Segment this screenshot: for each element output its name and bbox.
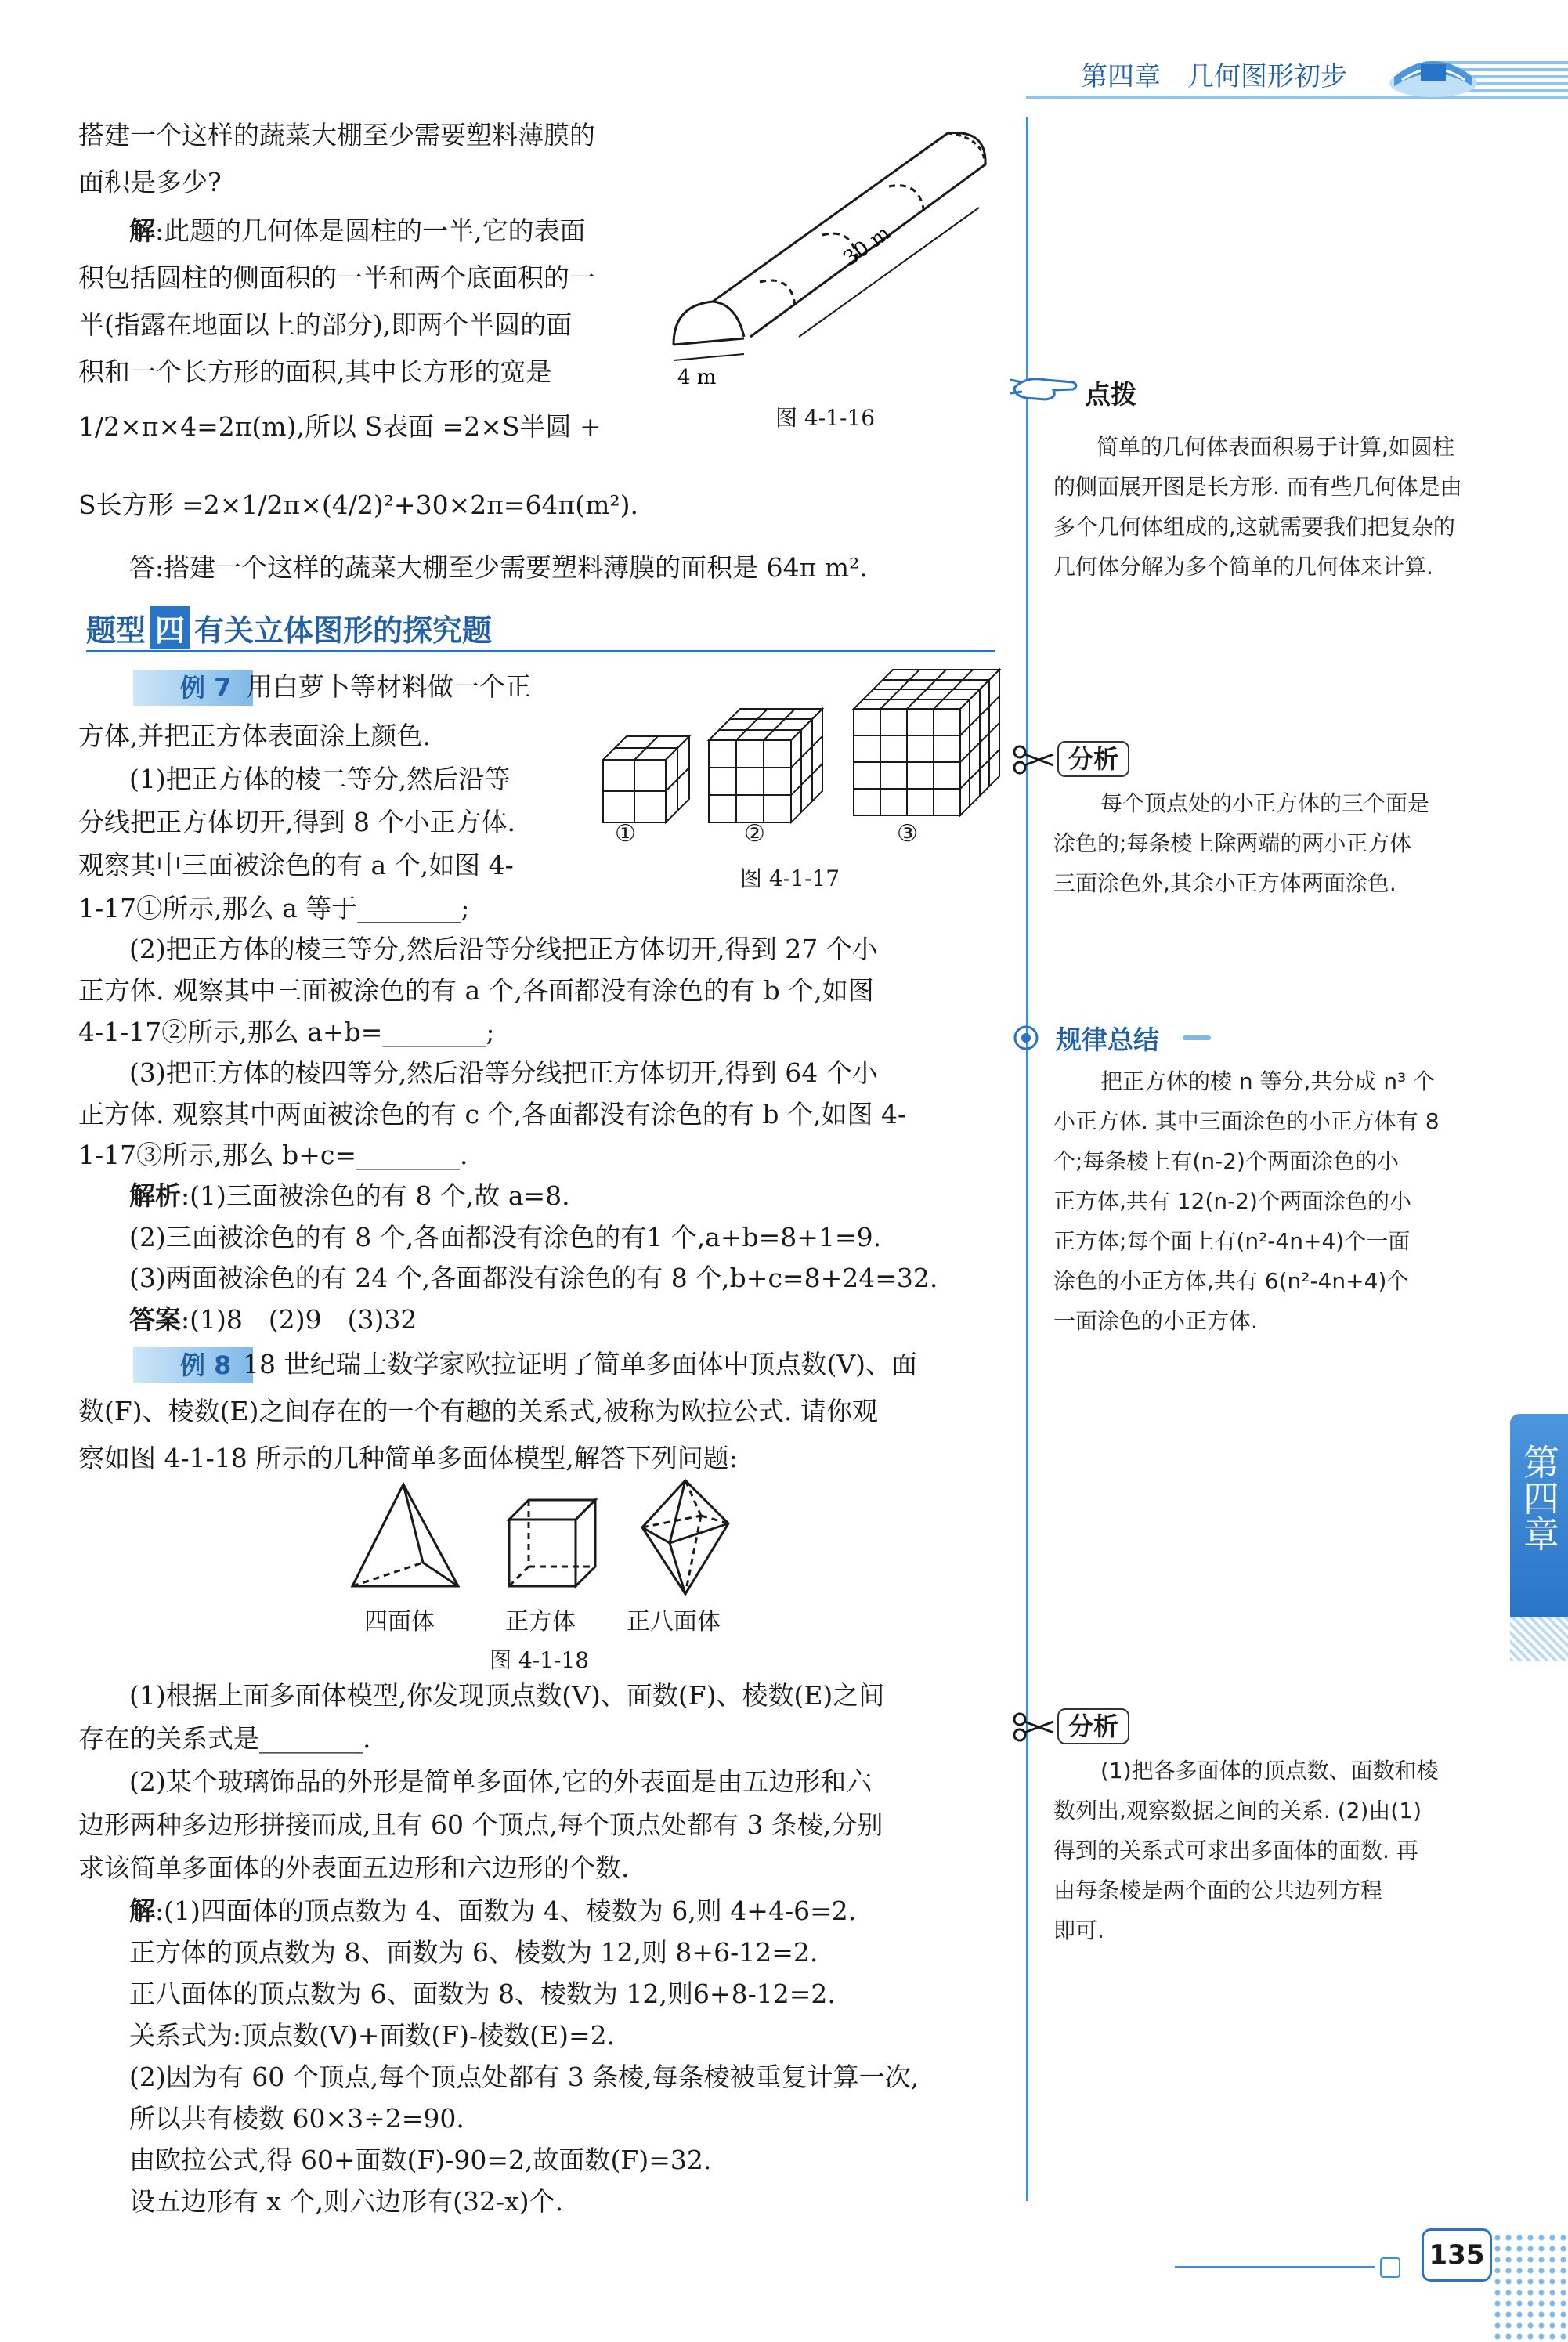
figure-label-1: ① [615, 820, 636, 848]
example-text: 18 世纪瑞士数学家欧拉证明了简单多面体中顶点数(V)、面 [243, 1349, 918, 1379]
scissors-icon [1010, 744, 1057, 775]
rule-text: 一面涂色的小正方体. [1053, 1308, 1258, 1334]
question-line: (2)某个玻璃饰品的外形是简单多面体,它的外表面是由五边形和六 [129, 1766, 873, 1797]
analysis-text: (1)把各多面体的顶点数、面数和棱 [1100, 1758, 1439, 1784]
figure-caption: 图 4-1-17 [740, 866, 840, 891]
chapter-tab-decoration [1510, 1617, 1568, 1661]
solution-line: 积和一个长方形的面积,其中长方形的宽是 [78, 356, 552, 387]
example-text: 用白萝卜等材料做一个正 [247, 671, 531, 702]
solution-line: 由欧拉公式,得 60+面数(F)-90=2,故面数(F)=32. [129, 2145, 712, 2175]
question-line: 求该简单多面体的外表面五边形和六边形的个数. [78, 1852, 630, 1883]
solution-line: 解:(1)四面体的顶点数为 4、面数为 4、棱数为 6,则 4+4-6=2. [129, 1896, 857, 1926]
question-line: (3)把正方体的棱四等分,然后沿等分线把正方体切开,得到 64 个小 [129, 1057, 878, 1088]
analysis-line: (3)两面被涂色的有 24 个,各面都没有涂色的有 8 个,b+c=8+24=32. [129, 1263, 938, 1293]
question-line: 存在的关系式是________. [78, 1723, 371, 1754]
answer-line: 答:搭建一个这样的蔬菜大棚至少需要塑料薄膜的面积是 64π m². [129, 552, 868, 583]
question-line: 分线把正方体切开,得到 8 个小正方体. [78, 807, 515, 837]
rule-title-dash [1183, 1035, 1211, 1040]
chapter-title: 第四章 几何图形初步 [1081, 61, 1347, 92]
pointing-hand-icon [1010, 368, 1081, 407]
analysis-text: 即可. [1053, 1917, 1104, 1943]
cube-figure [595, 666, 1003, 862]
question-line: 观察其中三面被涂色的有 a 个,如图 4- [78, 850, 514, 880]
analysis-text: 得到的关系式可求出多面体的面数. 再 [1053, 1838, 1418, 1863]
example-text: 方体,并把正方体表面涂上颜色. [78, 721, 431, 751]
question-line: 正方体. 观察其中两面被涂色的有 c 个,各面都没有涂色的有 b 个,如图 4- [78, 1099, 907, 1129]
rule-text: 正方体;每个面上有(n²-4n+4)个一面 [1053, 1228, 1411, 1254]
question-line: 正方体. 观察其中三面被涂色的有 a 个,各面都没有涂色的有 b 个,如图 [78, 975, 874, 1006]
tip-text: 简单的几何体表面积易于计算,如圆柱 [1097, 434, 1454, 460]
page-number: 135 [1422, 2228, 1492, 2282]
target-icon [1010, 1022, 1042, 1054]
analysis-title: 分析 [1057, 741, 1129, 777]
analysis-line: 解析:(1)三面被涂色的有 8 个,故 a=8. [129, 1180, 570, 1211]
column-divider [1026, 117, 1028, 2201]
shape-label: 四面体 [364, 1608, 435, 1635]
problem-text: 面积是多少? [78, 167, 222, 197]
solution-line: (2)因为有 60 个顶点,每个顶点处都有 3 条棱,每条棱被重复计算一次, [129, 2062, 919, 2092]
solution-line: 关系式为:顶点数(V)+面数(F)-棱数(E)=2. [129, 2020, 616, 2051]
question-line: 4-1-17②所示,那么 a+b=________; [78, 1017, 495, 1047]
solution-formula: S长方形 =2×1/2π×(4/2)²+30×2π=64π(m²). [78, 490, 638, 520]
solution-line: 正方体的顶点数为 8、面数为 6、棱数为 12,则 8+6-12=2. [129, 1937, 818, 1968]
figure-label-2: ② [744, 820, 765, 848]
question-line: (1)把正方体的棱二等分,然后沿等 [129, 764, 511, 794]
width-label: 4 m [677, 366, 717, 389]
analysis-text: 涂色的;每条棱上除两端的两小正方体 [1053, 830, 1412, 856]
solution-line: 积包括圆柱的侧面积的一半和两个底面积的一 [78, 262, 595, 293]
solution-line: 所以共有棱数 60×3÷2=90. [129, 2103, 464, 2134]
section-number: 四 [150, 606, 190, 649]
polyhedra-figure [345, 1480, 752, 1598]
example-8-tag: 例 8 [133, 1347, 253, 1383]
scissors-icon [1010, 1711, 1057, 1743]
analysis-text: 数列出,观察数据之间的关系. (2)由(1) [1053, 1798, 1422, 1823]
analysis-text: 由每条棱是两个面的公共边列方程 [1053, 1878, 1383, 1903]
shape-label: 正八面体 [627, 1608, 721, 1635]
problem-text: 搭建一个这样的蔬菜大棚至少需要塑料薄膜的 [78, 120, 595, 150]
rule-text: 小正方体. 其中三面涂色的小正方体有 8 [1053, 1108, 1440, 1134]
figure-caption: 图 4-1-18 [490, 1647, 590, 1673]
rule-text: 把正方体的棱 n 等分,共分成 n³ 个 [1100, 1068, 1436, 1094]
section-heading: 题型 四 有关立体图形的探究题 [86, 603, 995, 652]
solution-line: 半(指露在地面以上的部分),即两个半圆的面 [78, 309, 573, 340]
analysis-line: (2)三面被涂色的有 8 个,各面都没有涂色的有1 个,a+b=8+1=9. [129, 1222, 882, 1252]
rule-title: 规律总结 [1056, 1025, 1159, 1055]
tip-text: 多个几何体组成的,这就需要我们把复杂的 [1053, 514, 1455, 540]
length-label: 30 m [839, 221, 895, 271]
analysis-text: 每个顶点处的小正方体的三个面是 [1100, 790, 1430, 816]
shape-label: 正方体 [505, 1608, 576, 1635]
question-line: 1-17③所示,那么 b+c=________. [78, 1140, 468, 1170]
analysis-text: 三面涂色外,其余小正方体两面涂色. [1053, 870, 1396, 896]
question-line: (1)根据上面多面体模型,你发现顶点数(V)、面数(F)、棱数(E)之间 [129, 1680, 885, 1711]
example-text: 数(F)、棱数(E)之间存在的一个有趣的关系式,被称为欧拉公式. 请你观 [78, 1396, 878, 1426]
question-line: 1-17①所示,那么 a 等于________; [78, 893, 470, 923]
solution-line: 正八面体的顶点数为 6、面数为 8、棱数为 12,则6+8-12=2. [129, 1979, 836, 2009]
rule-text: 个;每条棱上有(n-2)个两面涂色的小 [1053, 1148, 1399, 1174]
example-text: 察如图 4-1-18 所示的几种简单多面体模型,解答下列问题: [78, 1443, 738, 1473]
solution-line: 解:此题的几何体是圆柱的一半,它的表面 [129, 215, 586, 246]
question-line: (2)把正方体的棱三等分,然后沿等分线把正方体切开,得到 27 个小 [129, 934, 878, 964]
tip-title: 点拨 [1085, 379, 1136, 410]
rule-text: 涂色的小正方体,共有 6(n²-4n+4)个 [1053, 1268, 1409, 1294]
tip-text: 几何体分解为多个简单的几何体来计算. [1053, 554, 1433, 580]
footer-dots [1492, 2232, 1568, 2342]
chapter-tab-label: 第四章 [1518, 1444, 1560, 1552]
book-icon [1386, 45, 1480, 100]
tip-text: 的侧面展开图是长方形. 而有些几何体是由 [1053, 474, 1462, 500]
greenhouse-figure [666, 117, 995, 389]
solution-line: 设五边形有 x 个,则六边形有(32-x)个. [129, 2186, 564, 2217]
figure-label-3: ③ [897, 820, 918, 848]
answer-line: 答案:(1)8 (2)9 (3)32 [129, 1304, 417, 1335]
footer-square-icon [1380, 2257, 1400, 2278]
chapter-tab[interactable] [1510, 1414, 1568, 1617]
solution-formula: 1/2×π×4=2π(m),所以 S表面 =2×S半圆 + [78, 411, 602, 442]
analysis-title: 分析 [1057, 1708, 1129, 1744]
figure-caption: 图 4-1-16 [775, 405, 876, 431]
example-7-tag: 例 7 [133, 670, 253, 706]
rule-text: 正方体,共有 12(n-2)个两面涂色的小 [1053, 1188, 1411, 1214]
question-line: 边形两种多边形拼接而成,且有 60 个顶点,每个顶点处都有 3 条棱,分别 [78, 1809, 883, 1840]
footer-rule [1175, 2266, 1375, 2268]
